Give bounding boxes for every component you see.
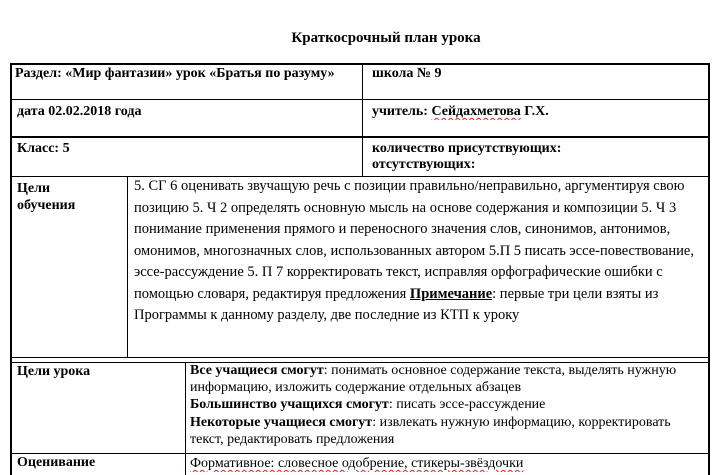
assessment-value: Формативное: словесное одобрение, стикеры-звёздочки	[190, 456, 524, 471]
goal-most-text: : писать эссе-рассуждение	[388, 397, 546, 413]
table-border-left	[10, 63, 12, 475]
learning-goals-part2: : первые три цели взяты из Программы к данному разделу, две последние из КТП к уроку	[134, 285, 659, 323]
attendance-absent: отсутствующих:	[372, 157, 476, 172]
assessment-text	[190, 455, 702, 472]
column-divider	[362, 63, 363, 177]
note-label: Примечание	[409, 285, 493, 302]
column-divider	[185, 362, 186, 475]
row-divider	[10, 136, 710, 138]
learning-goals-part1: 5. СГ 6 оценивать звучащую речь с позиции правильно/неправильно, аргументируя свою позицию 5. Ч 2 определять основную мысль на основе содержания и композиции 5. Ч 3 понимание применения прямого и переносного значения слов, синонимов, антонимов, омонимов, многозначных слов, использованных автором 5.П 5 писать эссе-повествование, эссе-рассуждение 5. П 7 корректировать текст, исправляя орфографические ошибки с помощью словаря, редактируя предложения	[134, 178, 694, 302]
goal-all	[190, 362, 702, 396]
teacher-initials: Г.Х.	[520, 104, 549, 119]
class-cell: Класс: 5	[17, 141, 70, 156]
goal-some	[190, 414, 702, 448]
attendance-cell	[372, 141, 702, 173]
date-cell: дата 02.02.2018 года	[17, 104, 142, 119]
goal-most-label: Большинство учащихся смогут	[190, 397, 389, 413]
assessment-label: Оценивание	[17, 455, 96, 470]
goal-some-label: Некоторые учащиеся смогут	[190, 414, 373, 430]
lesson-goals-label: Цели урока	[17, 364, 91, 379]
teacher-cell	[372, 104, 702, 120]
school-cell: школа № 9	[372, 66, 442, 81]
column-divider	[127, 176, 128, 358]
teacher-prefix: учитель:	[372, 104, 432, 119]
row-divider	[10, 453, 710, 454]
learning-goals-text	[134, 176, 704, 327]
goal-all-label: Все учащиеся смогут	[190, 363, 324, 378]
document-title: Краткосрочный план урока	[291, 30, 481, 46]
table-border-top	[10, 63, 710, 65]
lesson-goals-text	[190, 362, 702, 448]
goal-some-text: : извлекать нужную информацию, корректировать текст, редактировать предложения	[190, 414, 671, 447]
teacher-name: Сейдахметова	[431, 104, 521, 119]
goal-most	[190, 396, 702, 413]
attendance-present: количество присутствующих:	[372, 141, 562, 156]
section-cell: Раздел: «Мир фантазии» урок «Братья по разуму»	[15, 66, 335, 81]
table-border-right	[708, 63, 710, 475]
row-divider	[10, 357, 710, 358]
goal-all-text: : понимать основное содержание текста, выделять нужную информацию, изложить содержание отдельных абзацев	[190, 363, 677, 396]
learning-goals-label: Цели обучения	[17, 181, 76, 213]
row-divider	[10, 99, 710, 100]
